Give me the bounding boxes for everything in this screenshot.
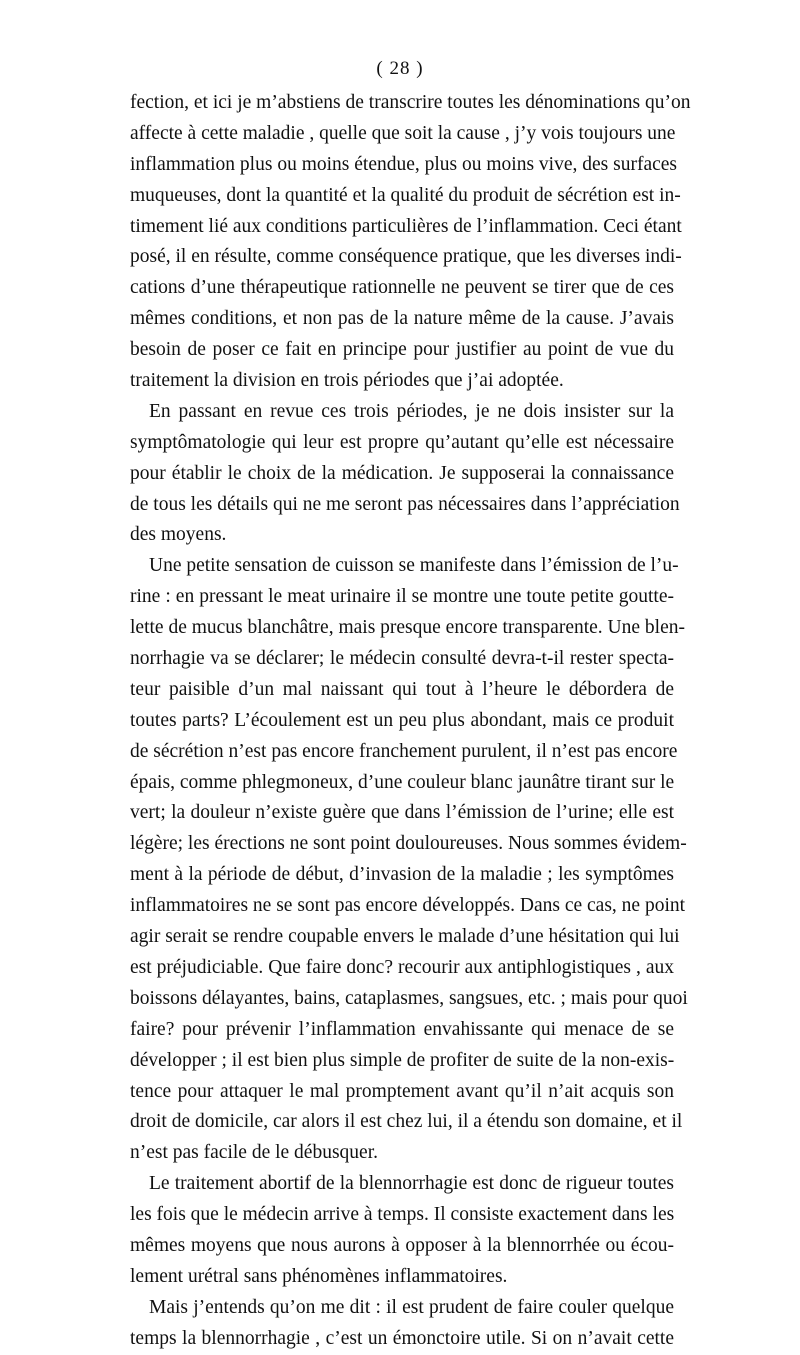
text-line: de tous les détails qui ne me seront pas nécessaires dans l’appréciation: [130, 493, 680, 515]
text-line: vert; la douleur n’existe guère que dans l’émission de l’urine; elle est: [130, 802, 674, 824]
text-line: toutes parts? L’écoulement est un peu plus abondant, mais ce produit: [130, 709, 674, 731]
text-line: lette de mucus blanchâtre, mais presque encore transparente. Une blen-: [130, 617, 685, 639]
text-line: inflammatoires ne se sont pas encore développés. Dans ce cas, ne point: [130, 895, 686, 917]
paragraph: [130, 1293, 674, 1355]
text-line: boissons délayantes, bains, cataplasmes, sangsues, etc. ; mais pour quoi: [130, 987, 688, 1009]
text-line: traitement la division en trois périodes que j’ai adoptée.: [130, 370, 564, 392]
text-line: est préjudiciable. Que faire donc? recourir aux antiphlogistiques , aux: [130, 956, 674, 978]
text-line: légère; les érections ne sont point douloureuses. Nous sommes évidem-: [130, 833, 687, 855]
text-line: tence pour attaquer le mal promptement avant qu’il n’ait acquis son: [130, 1080, 674, 1102]
paragraph: [130, 397, 680, 551]
text-line: lement urétral sans phénomènes inflammatoires.: [130, 1265, 508, 1287]
text-line: droit de domicile, car alors il est chez lui, il a étendu son domaine, et il: [130, 1111, 683, 1133]
paragraph: [130, 1169, 674, 1293]
page-number: ( 28 ): [376, 58, 424, 79]
body-text: [130, 88, 691, 1355]
text-line: cations d’une thérapeutique rationnelle ne peuvent se tirer que de ces: [130, 277, 674, 299]
text-line: inflammation plus ou moins étendue, plus ou moins vive, des surfaces: [130, 153, 677, 175]
text-line: besoin de poser ce fait en principe pour justifier au point de vue du: [130, 339, 674, 361]
text-line: les fois que le médecin arrive à temps. Il consiste exactement dans les: [130, 1204, 675, 1226]
text-line: affecte à cette maladie , quelle que soit la cause , j’y vois toujours une: [130, 122, 676, 144]
text-line: En passant en revue ces trois périodes, je ne dois insister sur la: [149, 400, 674, 422]
text-line: mêmes conditions, et non pas de la nature même de la cause. J’avais: [130, 308, 674, 330]
text-line: développer ; il est bien plus simple de profiter de suite de la non-exis-: [130, 1049, 675, 1071]
text-line: timement lié aux conditions particulières de l’inflammation. Ceci étant: [130, 215, 682, 237]
text-line: muqueuses, dont la quantité et la qualité du produit de sécrétion est in-: [130, 184, 681, 206]
text-line: épais, comme phlegmoneux, d’une couleur blanc jaunâtre tirant sur le: [130, 771, 675, 793]
text-line: Mais j’entends qu’on me dit : il est prudent de faire couler quelque: [149, 1296, 674, 1318]
text-line: posé, il en résulte, comme conséquence pratique, que les diverses indi-: [130, 246, 682, 268]
text-line: rine : en pressant le meat urinaire il se montre une toute petite goutte-: [130, 586, 674, 608]
text-line: de sécrétion n’est pas encore franchement purulent, il n’est pas encore: [130, 740, 678, 762]
text-line: faire? pour prévenir l’inflammation envahissante qui menace de se: [130, 1018, 674, 1040]
text-line: Une petite sensation de cuisson se manifeste dans l’émission de l’u-: [149, 555, 679, 577]
text-line: agir serait se rendre coupable envers le malade d’une hésitation qui lui: [130, 926, 680, 948]
text-line: des moyens.: [130, 524, 227, 546]
text-line: n’est pas facile de le débusquer.: [130, 1142, 378, 1164]
text-line: norrhagie va se déclarer; le médecin consulté devra-t-il rester specta-: [130, 648, 674, 670]
text-line: mêmes moyens que nous aurons à opposer à la blennorrhée ou écou-: [130, 1234, 674, 1256]
text-line: ment à la période de début, d’invasion de la maladie ; les symptômes: [130, 864, 674, 886]
text-line: teur paisible d’un mal naissant qui tout à l’heure le débordera de: [130, 678, 674, 700]
text-line: fection, et ici je m’abstiens de transcrire toutes les dénominations qu’on: [130, 92, 691, 113]
paragraph: [130, 551, 688, 1169]
text-line: symptômatologie qui leur est propre qu’autant qu’elle est nécessaire: [130, 431, 674, 453]
text-line: Le traitement abortif de la blennorrhagie est donc de rigueur toutes: [149, 1173, 674, 1195]
paragraph: [130, 88, 691, 397]
text-line: pour établir le choix de la médication. Je supposerai la connaissance: [130, 462, 674, 484]
text-line: temps la blennorrhagie , c’est un émonctoire utile. Si on n’avait cette: [130, 1327, 674, 1349]
